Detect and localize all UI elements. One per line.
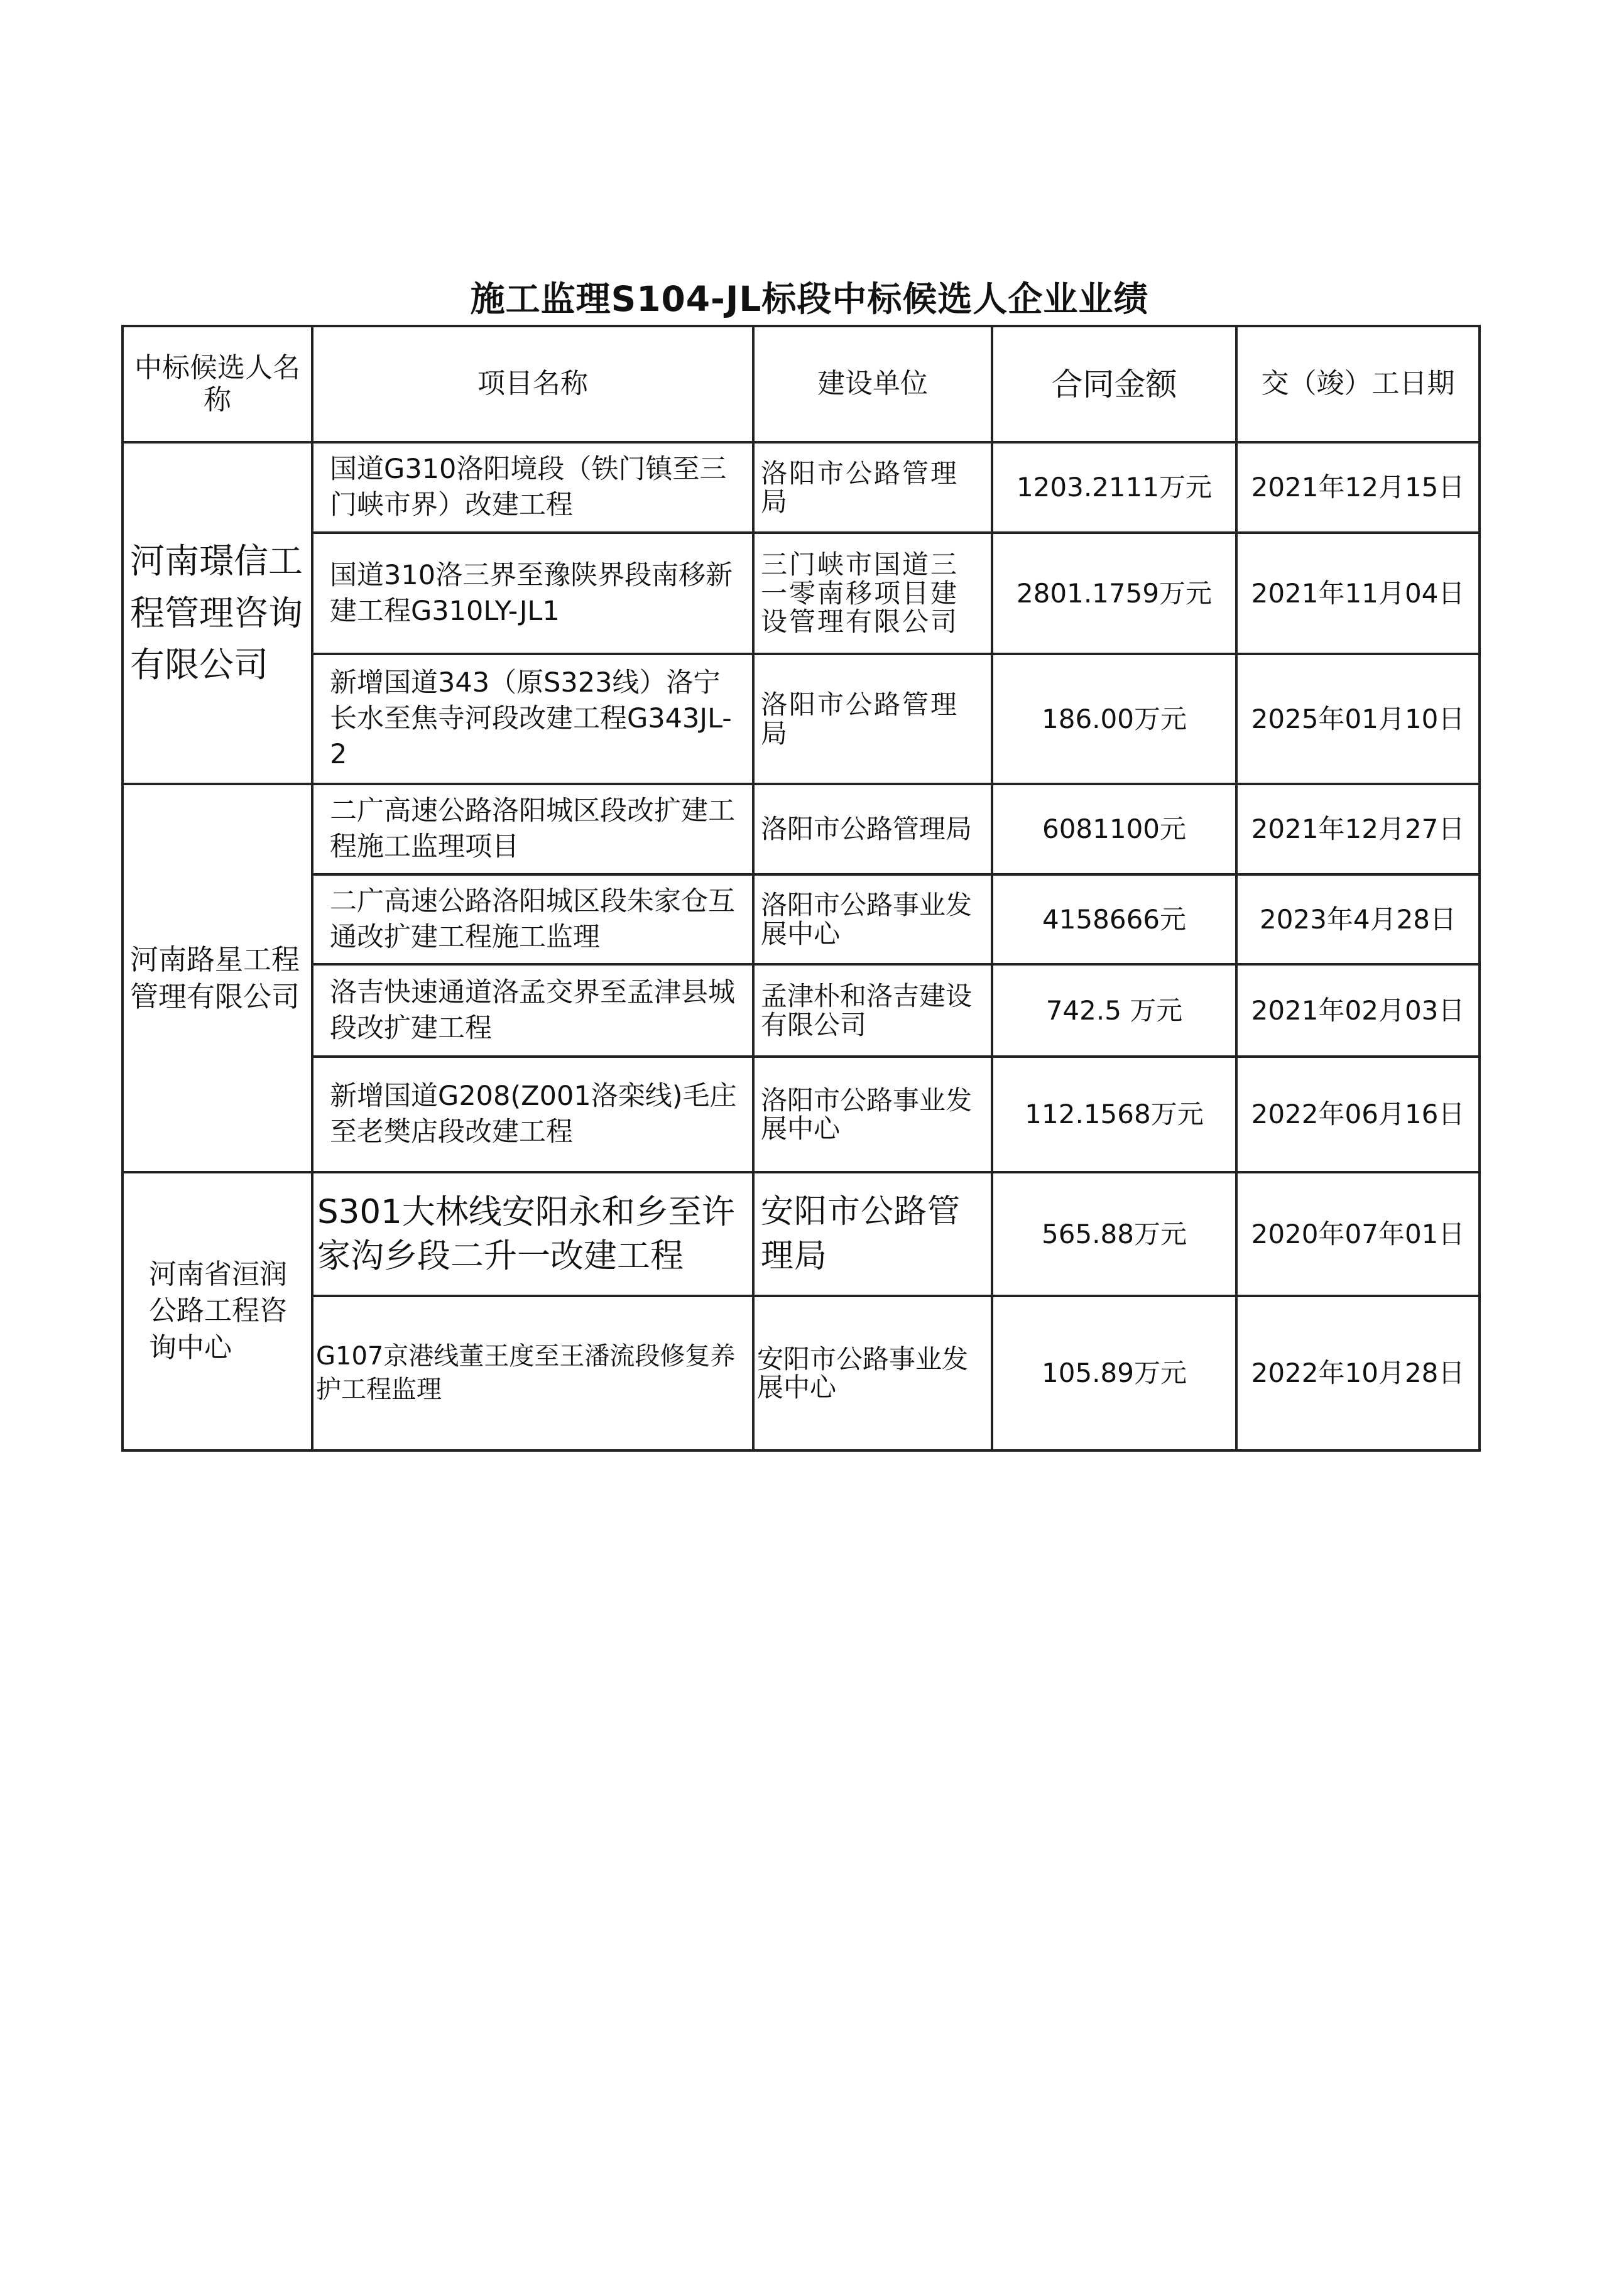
owner-name: 安阳市公路事业发展中心 xyxy=(753,1296,992,1450)
project-name: 国道310洛三界至豫陕界段南移新建工程G310LY-JL1 xyxy=(312,533,753,654)
table-row xyxy=(123,654,1480,784)
completion-date: 2021年11月04日 xyxy=(1236,533,1480,654)
project-name: 洛吉快速通道洛孟交界至孟津县城段改扩建工程 xyxy=(312,964,753,1057)
contract-amount: 6081100元 xyxy=(992,784,1236,874)
header-amount: 合同金额 xyxy=(992,326,1236,442)
contract-amount: 112.1568万元 xyxy=(992,1057,1236,1172)
completion-date: 2021年02月03日 xyxy=(1236,964,1480,1057)
project-name: S301大林线安阳永和乡至许家沟乡段二升一改建工程 xyxy=(312,1172,753,1296)
contract-amount: 2801.1759万元 xyxy=(992,533,1236,654)
table-row xyxy=(123,1296,1480,1450)
performance-table xyxy=(121,325,1481,1452)
owner-name: 安阳市公路管理局 xyxy=(753,1172,992,1296)
owner-name: 洛阳市公路管理局 xyxy=(753,784,992,874)
completion-date: 2025年01月10日 xyxy=(1236,654,1480,784)
completion-date: 2022年06月16日 xyxy=(1236,1057,1480,1172)
project-name: 新增国道343（原S323线）洛宁长水至焦寺河段改建工程G343JL-2 xyxy=(312,654,753,784)
contract-amount: 742.5 万元 xyxy=(992,964,1236,1057)
completion-date: 2020年07年01日 xyxy=(1236,1172,1480,1296)
table-header-row xyxy=(123,326,1480,442)
project-name: 国道G310洛阳境段（铁门镇至三门峡市界）改建工程 xyxy=(312,442,753,533)
candidate-name: 河南省洹润公路工程咨询中心 xyxy=(123,1172,312,1450)
table-row xyxy=(123,784,1480,874)
contract-amount: 1203.2111万元 xyxy=(992,442,1236,533)
document-title: 施工监理S104-JL标段中标候选人企业业绩 xyxy=(470,279,1149,319)
owner-name: 洛阳市公路管理局 xyxy=(753,442,992,533)
owner-name: 三门峡市国道三一零南移项目建设管理有限公司 xyxy=(753,533,992,654)
owner-name: 洛阳市公路事业发展中心 xyxy=(753,874,992,964)
owner-name: 洛阳市公路管理局 xyxy=(753,654,992,784)
table-row xyxy=(123,1057,1480,1172)
project-name: 新增国道G208(Z001洛栾线)毛庄至老樊店段改建工程 xyxy=(312,1057,753,1172)
header-owner: 建设单位 xyxy=(753,326,992,442)
contract-amount: 186.00万元 xyxy=(992,654,1236,784)
owner-name: 孟津朴和洛吉建设有限公司 xyxy=(753,964,992,1057)
candidate-name: 河南璟信工程管理咨询有限公司 xyxy=(123,442,312,784)
table-row xyxy=(123,533,1480,654)
project-name: 二广高速公路洛阳城区段改扩建工程施工监理项目 xyxy=(312,784,753,874)
candidate-name: 河南路星工程管理有限公司 xyxy=(123,784,312,1172)
table-row xyxy=(123,874,1480,964)
project-name: G107京港线董王度至王潘流段修复养护工程监理 xyxy=(312,1296,753,1450)
table-row xyxy=(123,964,1480,1057)
completion-date: 2022年10月28日 xyxy=(1236,1296,1480,1450)
completion-date: 2023年4月28日 xyxy=(1236,874,1480,964)
completion-date: 2021年12月15日 xyxy=(1236,442,1480,533)
header-date: 交（竣）工日期 xyxy=(1236,326,1480,442)
contract-amount: 4158666元 xyxy=(992,874,1236,964)
table-row xyxy=(123,1172,1480,1296)
contract-amount: 565.88万元 xyxy=(992,1172,1236,1296)
table-row xyxy=(123,442,1480,533)
completion-date: 2021年12月27日 xyxy=(1236,784,1480,874)
contract-amount: 105.89万元 xyxy=(992,1296,1236,1450)
owner-name: 洛阳市公路事业发展中心 xyxy=(753,1057,992,1172)
header-candidate: 中标候选人名称 xyxy=(123,326,312,442)
header-project: 项目名称 xyxy=(312,326,753,442)
project-name: 二广高速公路洛阳城区段朱家仓互通改扩建工程施工监理 xyxy=(312,874,753,964)
